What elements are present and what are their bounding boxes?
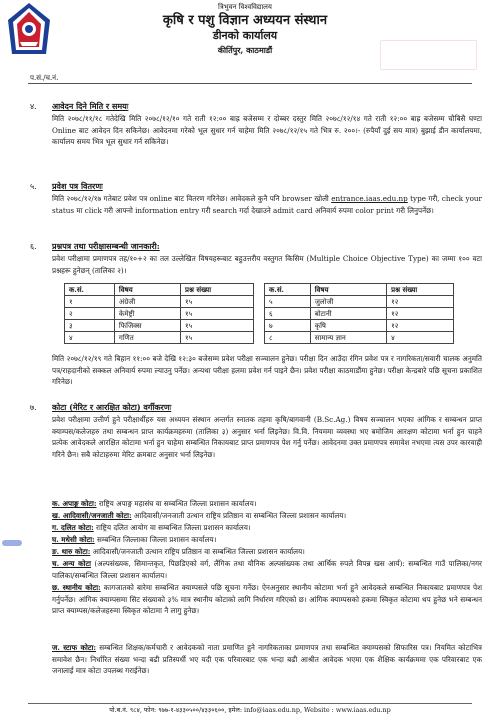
header-cell: प्रश्न संख्या: [387, 284, 454, 296]
quota-text: राष्ट्रिय अपाङ्ग महासंघ वा सम्बन्धित जिल्ला प्रशासन कार्यालय।: [96, 499, 257, 508]
section-paragraph: मिति २०७८/११/१८ गतेदेखि मिति २०७८/१२/१० गते राती १२:०० बाह्र बजेसम्म र दोब्बर दस्तुर मिति २०७८/१२/१४ गते राती १२:०० बाह्र बजेसम्म चौबिसै घण्टा Online बाट आवेदन दिन सकिनेछ। आवेदनमा गरेको भूल सुधार गर्न चाहेमा मिति २०७८/१२/१५ गते भित्र रु. २००।- (रुपैयाँ दुई सय मात्र) बुझाई डीन कार्यालयमा, कार्यालय समय भित्र भूल सुधार गर्न सकिनेछ।: [52, 114, 482, 147]
header-cell: क.सं.: [265, 284, 311, 296]
university-name: त्रिभुवन विश्वविद्यालय: [218, 3, 272, 11]
header-cell: विषय: [114, 284, 180, 296]
table-cell: ४: [65, 332, 115, 344]
footer-contact: पो.ब.नं. ९८४, फोन: ९७७-१-४३३०५००/४३३०६००, इमेल: info@iaas.edu.np, Website : www.iaas.edu.np: [109, 706, 391, 714]
section-number: ५.: [30, 182, 37, 191]
table-cell: बोटानी: [310, 308, 386, 320]
table-row: [265, 308, 454, 320]
table-header-row: [65, 284, 254, 296]
office-location: कीर्तिपुर, काठमाडौं: [217, 45, 273, 55]
quota-text: राष्ट्रिय दलित आयोग वा सम्बन्धित जिल्ला प्रशासन कार्यालय।: [93, 523, 251, 532]
table-cell: १५: [180, 296, 253, 308]
quota-item-other: [52, 558, 482, 581]
stamp-mark: [380, 40, 477, 70]
header-cell: प्रश्न संख्या: [180, 284, 253, 296]
section-paragraph: [52, 193, 482, 216]
table-cell: १: [65, 296, 115, 308]
quota-label: क. अपाङ्ग कोटा:: [52, 499, 97, 508]
section-title: प्रश्नपत्र तथा परीक्षासम्बन्धी जानकारी:: [52, 241, 160, 251]
quota-item-madhesi: [52, 534, 482, 546]
section-paragraph: प्रवेश परीक्षामा उत्तीर्ण हुने परीक्षार्थीहरु यस अध्ययन संस्थान अन्तर्गत स्नातक तहमा कृषि/बागवानी (B.Sc.Ag.) विषय सञ्चालन भएका आंगिक र सम्बन्धन प्राप्त क्याम्पस/कलेजहरु तथा सम्बन्धन प्राप्त कार्यक्रमहरुमा (तालिका ३) अनुसार भर्ना लिइनेछ। वि.वि. नियममा व्यवस्था भए बमोजिम आरक्षण कोटामा भर्ना हुन चाहने प्रत्येक आवेदकले आरक्षित कोटामा भर्ना हुन चाहेमा सम्बन्धित निकायबाट प्राप्त प्रमाणपत्र पेश गर्नु पर्नेछ। आवेदनमा उक्त प्रमाणपत्र समावेश नभएमा त्यस उपर कारवाही गरिने छैन। सबै कोटाहरुमा मेरिट क्रमबाट अनुसार भर्ना लिइनेछ।: [52, 415, 482, 459]
section-paragraph-2: मिति २०७८/१२/१९ गते बिहान ११:०० बजे देखि १२:३० बजेसम्म प्रवेश परीक्षा सञ्चालन हुनेछ। परीक्षा दिन आउँदा रंगिन प्रवेश पत्र र नागरिकता/सवारी चालक अनुमति पत्र/राहदानीको सक्कल अनिवार्य रुपमा ल्याउनु पर्नेछ। अन्यथा परीक्षा हलमा प्रवेश गर्न पाइने छैन। प्रवेश परीक्षा काठमाडौंमा हुनेछ। परीक्षा केन्द्रबारे पछि सूचना प्रकाशित गरिनेछ।: [52, 354, 482, 387]
quota-item-tharu: [52, 546, 482, 558]
table-cell: ७: [265, 320, 311, 332]
header-cell: विषय: [310, 284, 386, 296]
section-title: आवेदन दिने मिति र समयः: [52, 101, 129, 111]
table-cell: अंग्रेजी: [114, 296, 180, 308]
entrance-link[interactable]: entrance.iaas.edu.np: [331, 194, 408, 203]
quota-item-dalit: [52, 522, 482, 534]
quota-item-disabled: [52, 498, 482, 510]
admit-text-a: मिति २०७८/१२/१७ गतेबाट प्रवेश पत्र online बाट वितरण गरिनेछ। आवेदकले कुनै पनि browser खोली: [52, 194, 329, 203]
quota-text: सम्बन्धित शिक्षक/कर्मचारी र आवेदकको नाता प्रमाणित हुने नागरिकताका प्रमाणपत्र तथा सम्बन्धित क्याम्पसको सिफारिस पत्र। नियमित कोटाभित्र समावेश छैन। निर्धारित संख्या भन्दा बढी प्रतिस्पर्धी भए यदी एक परिवारबाट एक भन्दा बढी आश्रीत आवेदक भएमा एक शैक्षिक कार्यक्रममा एक परिवारबाट एक जनालाई मात्र कोटा उपलब्ध गराईनेछ।: [52, 643, 482, 676]
table-cell: १५: [180, 320, 253, 332]
quota-label: घ. मधेसी कोटा:: [52, 535, 95, 544]
quota-label: ग. दलित कोटा:: [52, 523, 94, 532]
quota-label: ख. आदिवासी/जनजाती कोटा:: [52, 511, 132, 520]
table-cell: ८: [265, 332, 311, 344]
pen-mark: [2, 540, 22, 546]
quota-label: ङ. थारु कोटा:: [52, 547, 91, 556]
quota-label: ज. स्टाफ कोटा:: [52, 643, 96, 652]
table-cell: ५: [265, 296, 311, 308]
table-cell: ६: [265, 308, 311, 320]
office-name: डीनको कार्यालय: [212, 29, 278, 42]
table-cell: १२: [387, 320, 454, 332]
table-cell: १२: [387, 308, 454, 320]
header-divider: [28, 83, 472, 84]
admit-text-b: type गरी, check your status मा click गरी आफ्नो information entry गरी search गर्दा देखाउने admit card अनिवार्य रुपमा color print गरी लिनुपर्नेछ।: [52, 194, 482, 215]
table-cell: १२: [387, 296, 454, 308]
table-cell: सामान्य ज्ञान: [310, 332, 386, 344]
table-cell: १५: [180, 332, 253, 344]
institute-name: कृषि र पशु विज्ञान अध्ययन संस्थान: [162, 13, 328, 28]
section-number: ७.: [30, 403, 37, 412]
table-row: [65, 332, 254, 344]
table-cell: गणित: [114, 332, 180, 344]
reference-number: प.सं./च.नं.: [30, 74, 59, 82]
table-cell: ३: [65, 320, 115, 332]
table-cell: २: [65, 308, 115, 320]
table-cell: फिजिक्स: [114, 320, 180, 332]
quota-text: (अल्पसंख्यक, सिमान्तकृत, पिछडिएको वर्ग, लैंगिक तथा यौनिक अल्पसंख्यक तथा आर्थिक रुपले विपन्न खस आर्य): सम्बन्धित गाउँ पालिका/नगर पालिका/सम्बन्धित जिल्ला प्रशासन कार्यालय।: [52, 559, 482, 580]
quota-item-local: [52, 582, 482, 617]
table-row: [65, 308, 254, 320]
table-row: [265, 296, 454, 308]
quota-item-indigenous: [52, 510, 482, 522]
subject-table-left: [64, 283, 254, 344]
table-cell: १५: [180, 308, 253, 320]
table-cell: केमेष्ट्री: [114, 308, 180, 320]
quota-text: आदिवासी/जनजाती उत्थान राष्ट्रिय प्रतिष्ठान वा सम्बन्धित जिल्ला प्रशासन कार्यालय।: [90, 547, 305, 556]
section-paragraph: प्रवेश परीक्षामा प्रमाणपत्र तह/१०+२ का तल उल्लेखित विषयहरूबाट बहुउत्तरीय वस्तुगत किसिम (Multiple Choice Objective Type) का जम्मा १०० वटा प्रश्नहरू हुनेछन् (तालिका २)।: [52, 254, 482, 275]
quota-label: च. अन्य कोटा: [52, 559, 91, 568]
subject-table-right: [264, 283, 454, 344]
table-row: [265, 320, 454, 332]
table-row: [65, 296, 254, 308]
quota-text: सम्बन्धित जिल्लाका जिल्ला प्रशासन कार्यालय।: [94, 535, 217, 544]
table-row: [65, 320, 254, 332]
table-cell: जुलोजी: [310, 296, 386, 308]
section-title: कोटा (मेरिट र आरक्षित कोटा) वर्गीकरणः: [52, 402, 172, 412]
section-number: ४.: [30, 102, 37, 111]
table-row: [265, 332, 454, 344]
section-number: ६.: [30, 242, 37, 251]
table-cell: कृषि: [310, 320, 386, 332]
table-cell: ४: [387, 332, 454, 344]
header-cell: क.सं.: [65, 284, 115, 296]
quota-label: छ. स्थानीय कोटा:: [52, 583, 101, 592]
quota-text: आदिवासी/जनजाती उत्थान राष्ट्रिय प्रतिष्ठान वा सम्बन्धित जिल्ला प्रशासन कार्यालय।: [131, 511, 347, 520]
letterhead: [0, 0, 490, 60]
footer-divider: [28, 703, 472, 704]
section-title: प्रवेश पत्र वितरणः: [52, 181, 103, 191]
table-header-row: [265, 284, 454, 296]
quota-item-staff: [52, 642, 482, 677]
quota-text: कागजातको बारेमा सम्बन्धित क्याम्पसले पछि सूचना गर्नेछ। ऐनअनुसार स्थानीय कोटामा भर्ना हुने आवेदकले सम्बन्धित निकायबाट प्रमाणपत्र पेश गर्नुपर्नेछ। आंगिक क्याम्पसमा सिट संख्याको ३% मात्र स्थानीय कोटाको लागि निर्धारण गरिएको छ। आंगिक क्याम्पसको हकमा स्विकृत कोटामा थप हुनेछ भने सम्बन्धन प्राप्त क्याम्पस/कलेजहरुमा स्विकृत कोटामा नै लागु हुनेछ।: [52, 583, 482, 616]
